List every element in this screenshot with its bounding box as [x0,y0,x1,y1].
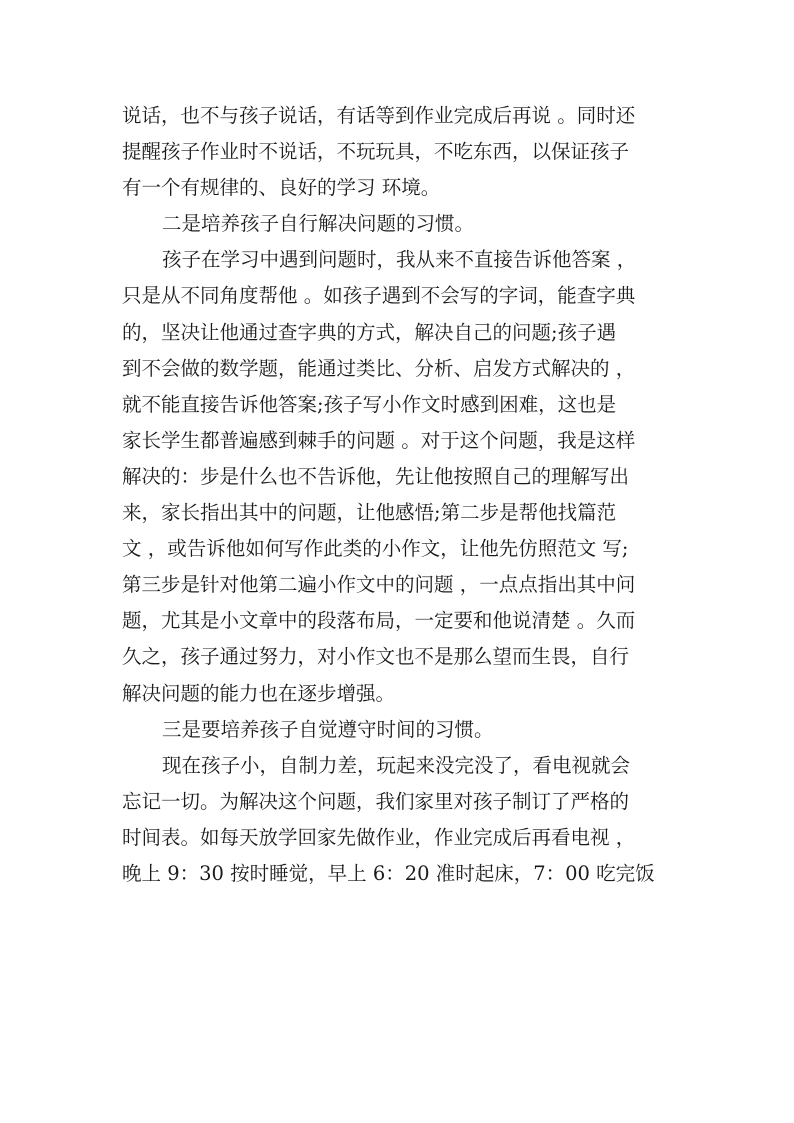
text-line: 说话，也不与孩子说话，有话等到作业完成后再说 。同时还 [122,104,636,127]
text-line: 第三步是针对他第二遍小作文中的问题 ，一点点指出其中问 [122,573,636,597]
text-line: 家长学生都普遍感到棘手的问题 。对于这个问题，我是这样 [122,428,636,452]
text-line: 久之，孩子通过努力，对小作文也不是那么望而生畏，自行 [122,645,630,669]
text-line: 三是要培养孩子自觉遵守时间的习惯。 [162,717,494,741]
text-line: 忘记一切。为解决这个问题，我们家里对孩子制订了严格的 [122,789,630,813]
text-line: 的，坚决让他通过查字典的方式，解决自己的问题;孩子遇 [122,320,617,344]
document-body [122,98,682,892]
text-line: 到不会做的数学题，能通过类比、分析、启发方式解决的 ， [122,356,636,380]
text-line: 有一个有规律的、良好的学习 环境。 [122,176,441,200]
text-line: 孩子在学习中遇到问题时，我从来不直接告诉他答案 ， [162,248,637,272]
text-line: 文 ，或告诉他如何写作此类的小作文，让他先仿照范文 写; [122,537,629,561]
text-line: 只是从不同角度帮他 。如孩子遇到不会写的字词，能查字典 [122,284,636,308]
text-line: 解决问题的能力也在逐步增强。 [122,681,396,705]
text-line: 时间表。如每天放学回家先做作业，作业完成后再看电视 ， [122,825,636,849]
text-line: 二是培养孩子自行解决问题的习惯。 [162,212,475,236]
text-line: 就不能直接告诉他答案;孩子写小作文时感到困难，这也是 [122,392,617,416]
text-line: 提醒孩子作业时不说话，不玩玩具，不吃东西，以保证孩子 [122,140,630,164]
text-line: 晚上 9：30 按时睡觉，早上 6：20 准时起床，7：00 吃完饭 [122,861,655,885]
text-line: 来，家长指出其中的问题，让他感悟;第二步是帮他找篇范 [122,501,617,525]
text-line: 题，尤其是小文章中的段落布局，一定要和他说清楚 。久而 [122,609,636,633]
text-line: 解决的：步是什么也不告诉他，先让他按照自己的理解写出 [122,464,630,488]
text-line: 现在孩子小，自制力差，玩起来没完没了，看电视就会 [162,753,631,777]
